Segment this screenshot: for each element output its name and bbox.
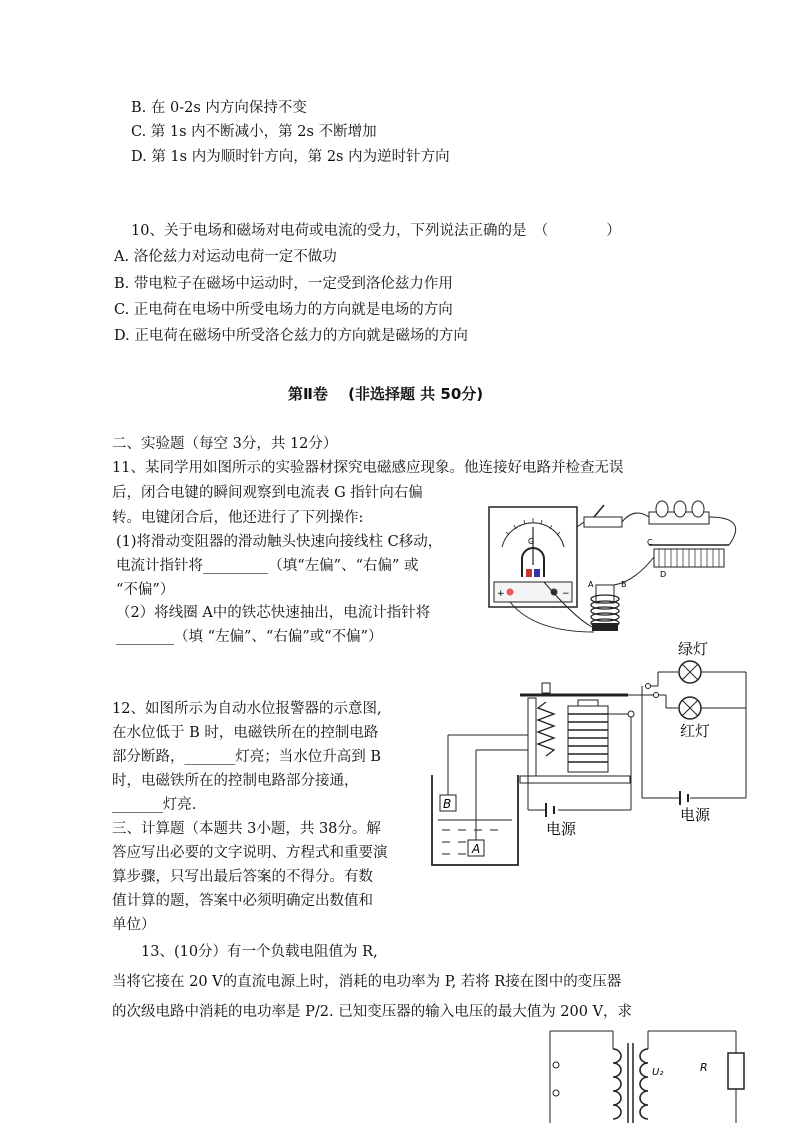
section2-title: 第Ⅱ卷 (非选择题 共 50分) xyxy=(288,385,484,403)
q11-minus-label: − xyxy=(562,589,570,599)
q12-power-left: 电源 xyxy=(546,820,577,838)
q12-line-5: _______灯亮. xyxy=(112,797,197,813)
experiment-header: 二、实验题（每空 3分，共 12分） xyxy=(112,436,338,452)
q12-b-label: B xyxy=(443,797,452,811)
q11-line-3: 转。电键闭合后，他还进行了下列操作: xyxy=(112,510,364,526)
q13-line-2: 当将它接在 20 V的直流电源上时，消耗的电功率为 P, 若将 R接在图中的变压器 xyxy=(112,974,622,990)
q11-c-label: C xyxy=(647,538,653,547)
q13-line-3: 的次级电路中消耗的电功率是 P/2. 已知变压器的输入电压的最大值为 200 V，求 xyxy=(112,1004,633,1020)
resistor-r xyxy=(728,1053,744,1089)
q10-option-b: B. 带电粒子在磁场中运动时，一定受到洛伦兹力作用 xyxy=(114,276,453,292)
q11-line-4: (1)将滑动变阻器的滑动触头快速向接线柱 C移动， xyxy=(116,534,443,550)
q12-green-lamp-label: 绿灯 xyxy=(678,640,709,658)
q11-d-label: D xyxy=(660,570,667,579)
q9-option-d: D. 第 1s 内为顺时针方向，第 2s 内为逆时针方向 xyxy=(131,149,450,165)
plus-terminal xyxy=(507,589,514,596)
q12-line-1: 12、如图所示为自动水位报警器的示意图, xyxy=(112,701,382,717)
q11-b-label: B xyxy=(621,580,627,589)
q13-transformer-figure xyxy=(548,1023,763,1123)
q9-option-c: C. 第 1s 内不断减小，第 2s 不断增加 xyxy=(131,124,377,140)
calc-line-1: 三、计算题（本题共 3小题，共 38分。解 xyxy=(112,821,381,837)
q11-line-2: 后，闭合电键的瞬间观察到电流表 G 指针向右偏 xyxy=(112,485,423,501)
q11-a-label: A xyxy=(588,580,594,589)
calc-line-4: 值计算的题，答案中必须明确定出数值和 xyxy=(112,893,373,909)
q12-figure xyxy=(428,640,768,870)
q12-red-lamp-label: 红灯 xyxy=(680,722,711,740)
q12-line-2: 在水位低于 B 时，电磁铁所在的控制电路 xyxy=(112,725,379,741)
q11-g-label: G xyxy=(528,537,535,546)
minus-terminal xyxy=(551,589,558,596)
q11-line-5: 电流计指针将_________（填“左偏”、“右偏” 或 xyxy=(116,558,419,574)
q9-option-b: B. 在 0-2s 内方向保持不变 xyxy=(131,100,307,116)
q11-figure xyxy=(484,487,784,637)
calc-line-2: 答应写出必要的文字说明、方程式和重要演 xyxy=(112,845,388,861)
q13-line-1: 13、(10分）有一个负载电阻值为 R, xyxy=(112,944,378,960)
calc-line-3: 算步骤，只写出最后答案的不得分。有数 xyxy=(112,869,373,885)
q12-a-label: A xyxy=(472,842,481,856)
q10-option-a: A. 洛伦兹力对运动电荷一定不做功 xyxy=(114,249,337,265)
q11-line-8: ________（填 “左偏”、“右偏”或“不偏”） xyxy=(116,629,383,645)
q10-stem: 10、关于电场和磁场对电荷或电流的受力，下列说法正确的是 （ ） xyxy=(131,223,621,239)
q10-option-c: C. 正电荷在电场中所受电场力的方向就是电场的方向 xyxy=(114,302,453,318)
calc-line-5: 单位） xyxy=(112,917,156,933)
q11-line-6: “不偏”） xyxy=(116,582,175,598)
q13-r-label: R xyxy=(700,1061,708,1074)
q11-line-7: （2）将线圈 A中的铁芯快速抽出，电流计指针将 xyxy=(116,605,431,621)
q12-line-4: 时，电磁铁所在的控制电路部分接通， xyxy=(112,773,359,789)
q12-line-3: 部分断路，_______灯亮；当水位升高到 B xyxy=(112,749,382,765)
q11-line-1: 11、某同学用如图所示的实验器材探究电磁感应现象。他连接好电路并检查无误 xyxy=(112,460,624,476)
q13-u2-label: U₂ xyxy=(652,1067,664,1078)
q12-power-right: 电源 xyxy=(680,806,711,824)
q10-option-d: D. 正电荷在磁场中所受洛仑兹力的方向就是磁场的方向 xyxy=(114,328,468,344)
q11-plus-label: + xyxy=(497,589,505,599)
